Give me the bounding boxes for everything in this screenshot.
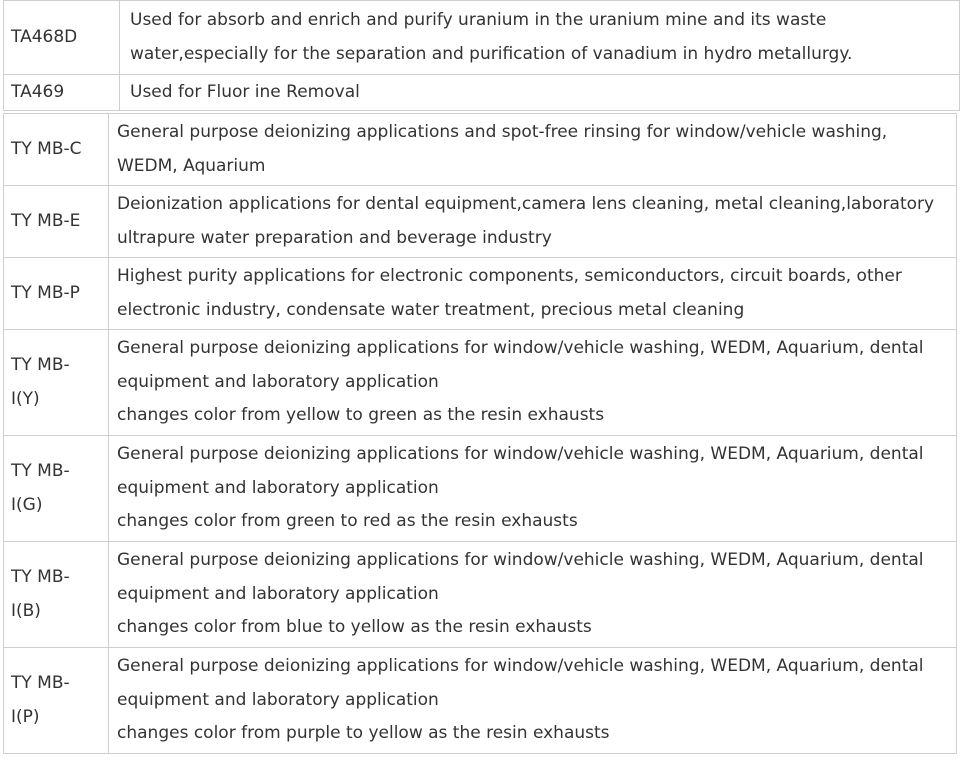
product-code: I(Y) xyxy=(11,388,40,409)
application-text: General purpose deionizing applications for window/vehicle washing, WEDM, Aquarium, dental xyxy=(117,444,924,465)
table-row xyxy=(4,542,957,648)
table-row xyxy=(4,75,960,111)
table-row xyxy=(4,648,957,754)
product-code-cell xyxy=(4,186,109,258)
resin-table-mixed-bed xyxy=(3,113,957,754)
table-row xyxy=(4,330,957,436)
table-row xyxy=(4,436,957,542)
product-code: TY MB- xyxy=(11,355,70,375)
product-code-cell xyxy=(4,648,109,754)
application-text: Highest purity applications for electronic components, semiconductors, circuit boards, other xyxy=(117,266,902,286)
table-row xyxy=(4,114,957,186)
product-code: TA468D xyxy=(11,26,78,47)
table-row xyxy=(4,1,960,75)
application-text: changes color from yellow to green as the resin exhausts xyxy=(117,405,605,426)
application-description-cell xyxy=(120,75,960,111)
application-text: General purpose deionizing applications and spot-free rinsing for window/vehicle washing, xyxy=(117,122,888,142)
application-text: equipment and laboratory application xyxy=(117,689,439,710)
application-text: water,especially for the separation and purification of vanadium in hydro metallurgy. xyxy=(130,43,853,64)
application-text: changes color from blue to yellow as the resin exhausts xyxy=(117,617,592,638)
application-description-cell xyxy=(109,186,957,258)
application-description-cell xyxy=(109,258,957,330)
product-code: TY MB- xyxy=(11,567,70,587)
table-row xyxy=(4,258,957,330)
product-code-cell xyxy=(4,258,109,330)
application-text: electronic industry, condensate water treatment, precious metal cleaning xyxy=(117,299,745,320)
product-code: TY MB-E xyxy=(11,210,81,231)
application-text: equipment and laboratory application xyxy=(117,371,439,392)
product-code: TY MB- xyxy=(11,673,70,693)
product-code-cell xyxy=(4,330,109,436)
product-code: I(B) xyxy=(11,600,41,621)
application-description-cell xyxy=(109,330,957,436)
application-text: Used for absorb and enrich and purify uranium in the uranium mine and its waste xyxy=(130,10,827,30)
product-code: TA469 xyxy=(11,81,65,102)
application-text: General purpose deionizing applications for window/vehicle washing, WEDM, Aquarium, dental xyxy=(117,550,924,571)
application-text: equipment and laboratory application xyxy=(117,477,439,498)
product-code-cell xyxy=(4,1,120,75)
application-text: Deionization applications for dental equipment,camera lens cleaning, metal cleaning,laboratory xyxy=(117,194,935,214)
product-code-cell xyxy=(4,114,109,186)
product-code-cell xyxy=(4,436,109,542)
product-code: TY MB- xyxy=(11,461,70,481)
application-text: Used for Fluor ine Removal xyxy=(130,81,360,102)
application-description-cell xyxy=(109,542,957,648)
application-description-cell xyxy=(109,648,957,754)
application-text: General purpose deionizing applications for window/vehicle washing, WEDM, Aquarium, dental xyxy=(117,656,924,677)
application-text: changes color from green to red as the resin exhausts xyxy=(117,511,578,532)
application-text: equipment and laboratory application xyxy=(117,583,439,604)
application-description-cell xyxy=(120,1,960,75)
application-description-cell xyxy=(109,114,957,186)
resin-table-top xyxy=(3,0,960,111)
application-text: General purpose deionizing applications for window/vehicle washing, WEDM, Aquarium, dental xyxy=(117,338,924,359)
application-text: ultrapure water preparation and beverage industry xyxy=(117,227,552,248)
application-text: changes color from purple to yellow as the resin exhausts xyxy=(117,723,610,744)
application-text: WEDM, Aquarium xyxy=(117,155,266,176)
product-code: I(G) xyxy=(11,494,43,515)
product-code: TY MB-C xyxy=(11,138,82,159)
table-row xyxy=(4,186,957,258)
application-description-cell xyxy=(109,436,957,542)
product-code-cell xyxy=(4,75,120,111)
product-code: TY MB-P xyxy=(11,282,80,303)
product-code-cell xyxy=(4,542,109,648)
product-code: I(P) xyxy=(11,706,40,727)
